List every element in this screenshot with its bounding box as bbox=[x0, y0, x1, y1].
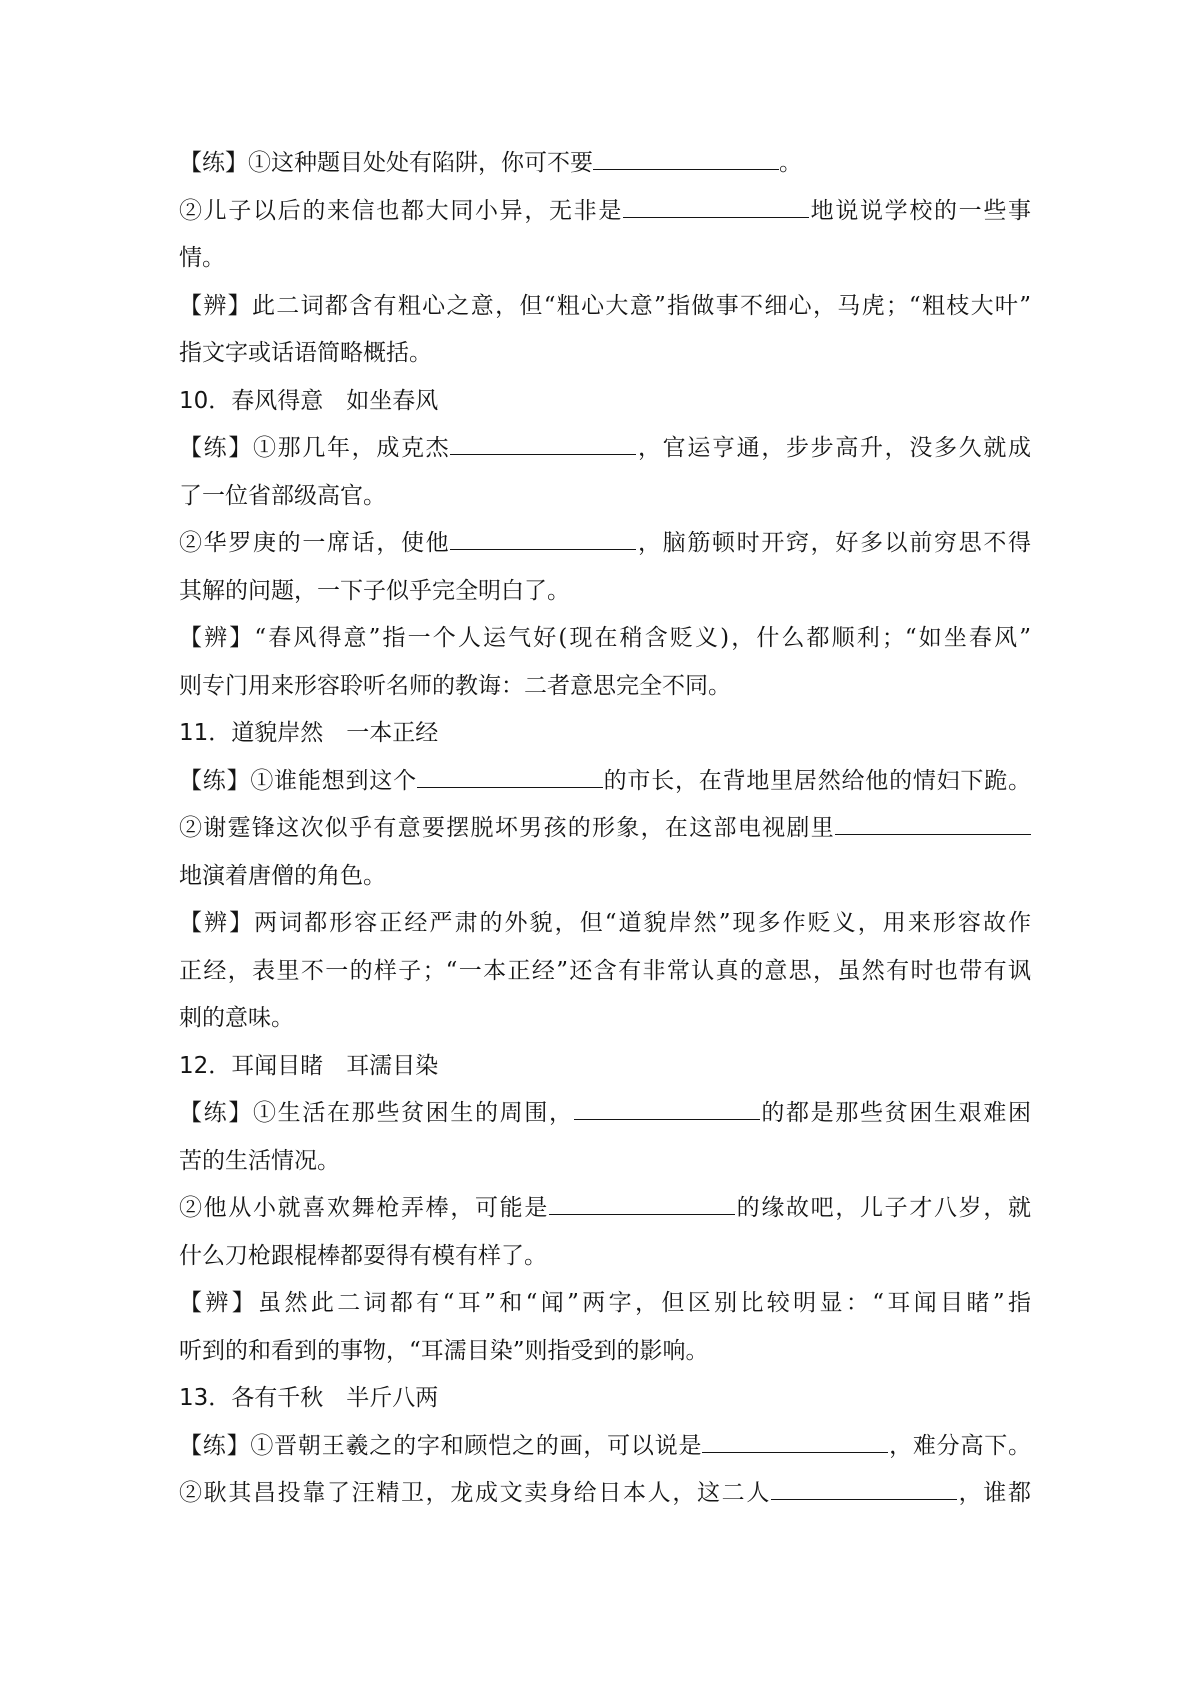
text-segment: ，官运亨通，步步高升，没多久就成 bbox=[636, 435, 1032, 461]
text-segment: ②儿子以后的来信也都大同小异，无非是 bbox=[179, 197, 623, 224]
section-heading: 11．道貌岸然 一本正经 bbox=[179, 720, 439, 746]
text-segment: 【练】①谁能想到这个 bbox=[179, 767, 417, 794]
text-line: 苦的生活情况。 bbox=[179, 1147, 340, 1174]
exercise-line bbox=[179, 1423, 1031, 1471]
answer-blank[interactable] bbox=[623, 191, 809, 218]
answer-blank[interactable] bbox=[835, 808, 1031, 835]
text-line: 正经，表里不一的样子；“一本正经”还含有非常认真的意思，虽然有时也带有讽 bbox=[179, 957, 1031, 984]
exercise-line bbox=[179, 1185, 1031, 1233]
text-segment: ，脑筋顿时开窍，好多以前穷思不得 bbox=[636, 530, 1032, 556]
answer-blank[interactable] bbox=[450, 523, 636, 550]
text-segment: 【练】①晋朝王羲之的字和顾恺之的画，可以说是 bbox=[179, 1432, 703, 1459]
section-heading: 13．各有千秋 半斤八两 bbox=[179, 1385, 439, 1411]
answer-blank[interactable] bbox=[549, 1188, 735, 1215]
answer-blank[interactable] bbox=[417, 761, 603, 788]
text-segment: 地说说学校的一些事 bbox=[809, 197, 1032, 224]
exercise-line bbox=[179, 520, 1031, 568]
text-segment: ②耿其昌投靠了汪精卫，龙成文卖身给日本人，这二人 bbox=[179, 1480, 771, 1506]
exercise-line bbox=[179, 188, 1031, 236]
answer-blank[interactable] bbox=[450, 428, 636, 455]
text-segment: 【练】①那几年，成克杰 bbox=[179, 435, 451, 461]
exercise-line bbox=[179, 1470, 1031, 1518]
text-segment: 。 bbox=[779, 150, 802, 176]
text-segment: ②华罗庚的一席话，使他 bbox=[179, 530, 451, 556]
text-segment: ，谁都 bbox=[957, 1480, 1032, 1506]
answer-blank[interactable] bbox=[593, 143, 779, 170]
text-line: 刺的意味。 bbox=[179, 1005, 294, 1031]
text-line: 【辨】“春风得意”指一个人运气好(现在稍含贬义)，什么都顺利；“如坐春风” bbox=[179, 625, 1031, 651]
exercise-line bbox=[179, 758, 1031, 806]
exercise-line bbox=[179, 140, 1031, 188]
exercise-line bbox=[179, 805, 1031, 853]
text-line: 听到的和看到的事物，“耳濡目染”则指受到的影响。 bbox=[179, 1337, 709, 1364]
text-line: 地演着唐僧的角色。 bbox=[179, 862, 386, 889]
text-segment: ②谢霆锋这次似乎有意要摆脱坏男孩的形象，在这部电视剧里 bbox=[179, 815, 835, 841]
exercise-line bbox=[179, 425, 1031, 473]
text-segment: ②他从小就喜欢舞枪弄棒，可能是 bbox=[179, 1195, 549, 1221]
exercise-line bbox=[179, 1090, 1031, 1138]
text-line: 了一位省部级高官。 bbox=[179, 482, 386, 509]
text-segment: ，难分高下。 bbox=[888, 1432, 1032, 1459]
text-line: 【辨】虽然此二词都有“耳”和“闻”两字，但区别比较明显：“耳闻目睹”指 bbox=[179, 1290, 1031, 1316]
document-page bbox=[179, 140, 1031, 1518]
text-line: 【辨】两词都形容正经严肃的外貌，但“道貌岸然”现多作贬义，用来形容故作 bbox=[179, 910, 1031, 936]
answer-blank[interactable] bbox=[702, 1426, 888, 1453]
text-segment: 【练】①生活在那些贫困生的周围， bbox=[179, 1100, 574, 1126]
text-line: 其解的问题，一下子似乎完全明白了。 bbox=[179, 577, 570, 604]
text-line: 情。 bbox=[179, 245, 225, 271]
section-heading: 12．耳闻目睹 耳濡目染 bbox=[179, 1052, 439, 1079]
text-line: 【辨】此二词都含有粗心之意，但“粗心大意”指做事不细心，马虎；“粗枝大叶” bbox=[179, 292, 1031, 319]
text-line: 什么刀枪跟棍棒都耍得有模有样了。 bbox=[179, 1242, 547, 1269]
text-segment: 的缘故吧，儿子才八岁，就 bbox=[735, 1195, 1032, 1221]
answer-blank[interactable] bbox=[574, 1093, 760, 1120]
text-segment: 【练】①这种题目处处有陷阱，你可不要 bbox=[179, 150, 593, 176]
text-segment: 的都是那些贫困生艰难困 bbox=[759, 1100, 1032, 1126]
text-line: 指文字或话语简略概括。 bbox=[179, 340, 432, 366]
answer-blank[interactable] bbox=[771, 1473, 957, 1500]
text-line: 则专门用来形容聆听名师的教诲：二者意思完全不同。 bbox=[179, 672, 731, 699]
section-heading: 10．春风得意 如坐春风 bbox=[179, 387, 439, 414]
text-segment: 的市长，在背地里居然给他的情妇下跪。 bbox=[602, 767, 1032, 794]
